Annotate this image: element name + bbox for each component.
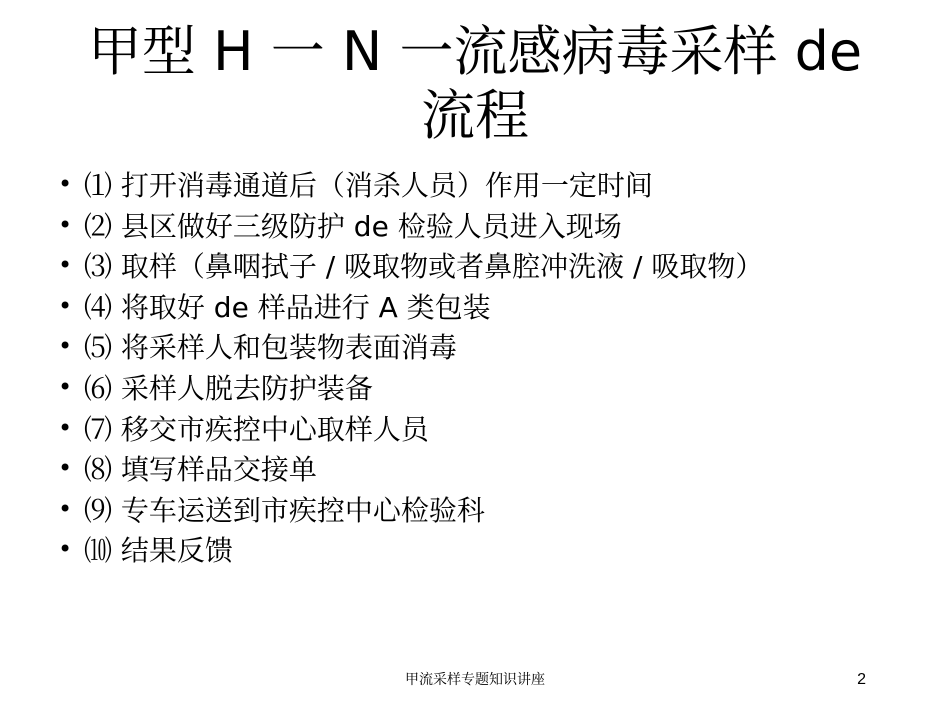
bullet-dot-icon: • [58,210,73,239]
list-item-text: ⑽ 结果反馈 [84,534,233,568]
list-item-text: ⑴ 打开消毒通道后（消杀人员）作用一定时间 [84,169,653,202]
slide-footer: 甲流采样专题知识讲座 [405,672,545,688]
list-item [58,450,924,491]
list-item-text: ⑼ 专车运送到市疾控中心检验科 [84,493,485,527]
list-item-text: ⑹ 采样人脱去防护装备 [84,371,373,405]
title-line-2: 流程 [421,84,529,147]
list-item [58,207,924,248]
list-item-text: ⑺ 移交市疾控中心取样人员 [84,412,429,446]
list-item-text: ⑵ 县区做好三级防护 de 检验人员进入现场 [84,209,622,243]
bullet-dot-icon: • [58,291,73,320]
list-item [58,166,924,207]
bullet-dot-icon: • [58,170,73,198]
list-item [58,288,924,329]
page-number: 2 [857,671,866,688]
bullet-dot-icon: • [58,413,73,442]
list-item-text: ⑻ 填写样品交接单 [84,453,317,487]
bullet-list [58,166,924,572]
list-item [58,491,924,532]
list-item [58,531,924,572]
slide-title [60,20,890,148]
list-item [58,369,924,410]
list-item-text: ⑶ 取样（鼻咽拭子 / 吸取物或者鼻腔冲洗液 / 吸取物） [84,250,764,284]
title-line-1: 甲型 H 一 N 一流感病毒采样 de [87,20,863,83]
bullet-dot-icon: • [58,251,73,280]
bullet-dot-icon: • [58,332,73,361]
bullet-dot-icon: • [58,372,73,401]
bullet-dot-icon: • [58,535,73,564]
list-item [58,410,924,451]
bullet-dot-icon: • [58,454,73,483]
list-item [58,247,924,288]
list-item [58,328,924,369]
bullet-dot-icon: • [58,494,73,523]
list-item-text: ⑸ 将采样人和包装物表面消毒 [84,331,457,365]
list-item-text: ⑷ 将取好 de 样品进行 A 类包装 [84,290,491,324]
